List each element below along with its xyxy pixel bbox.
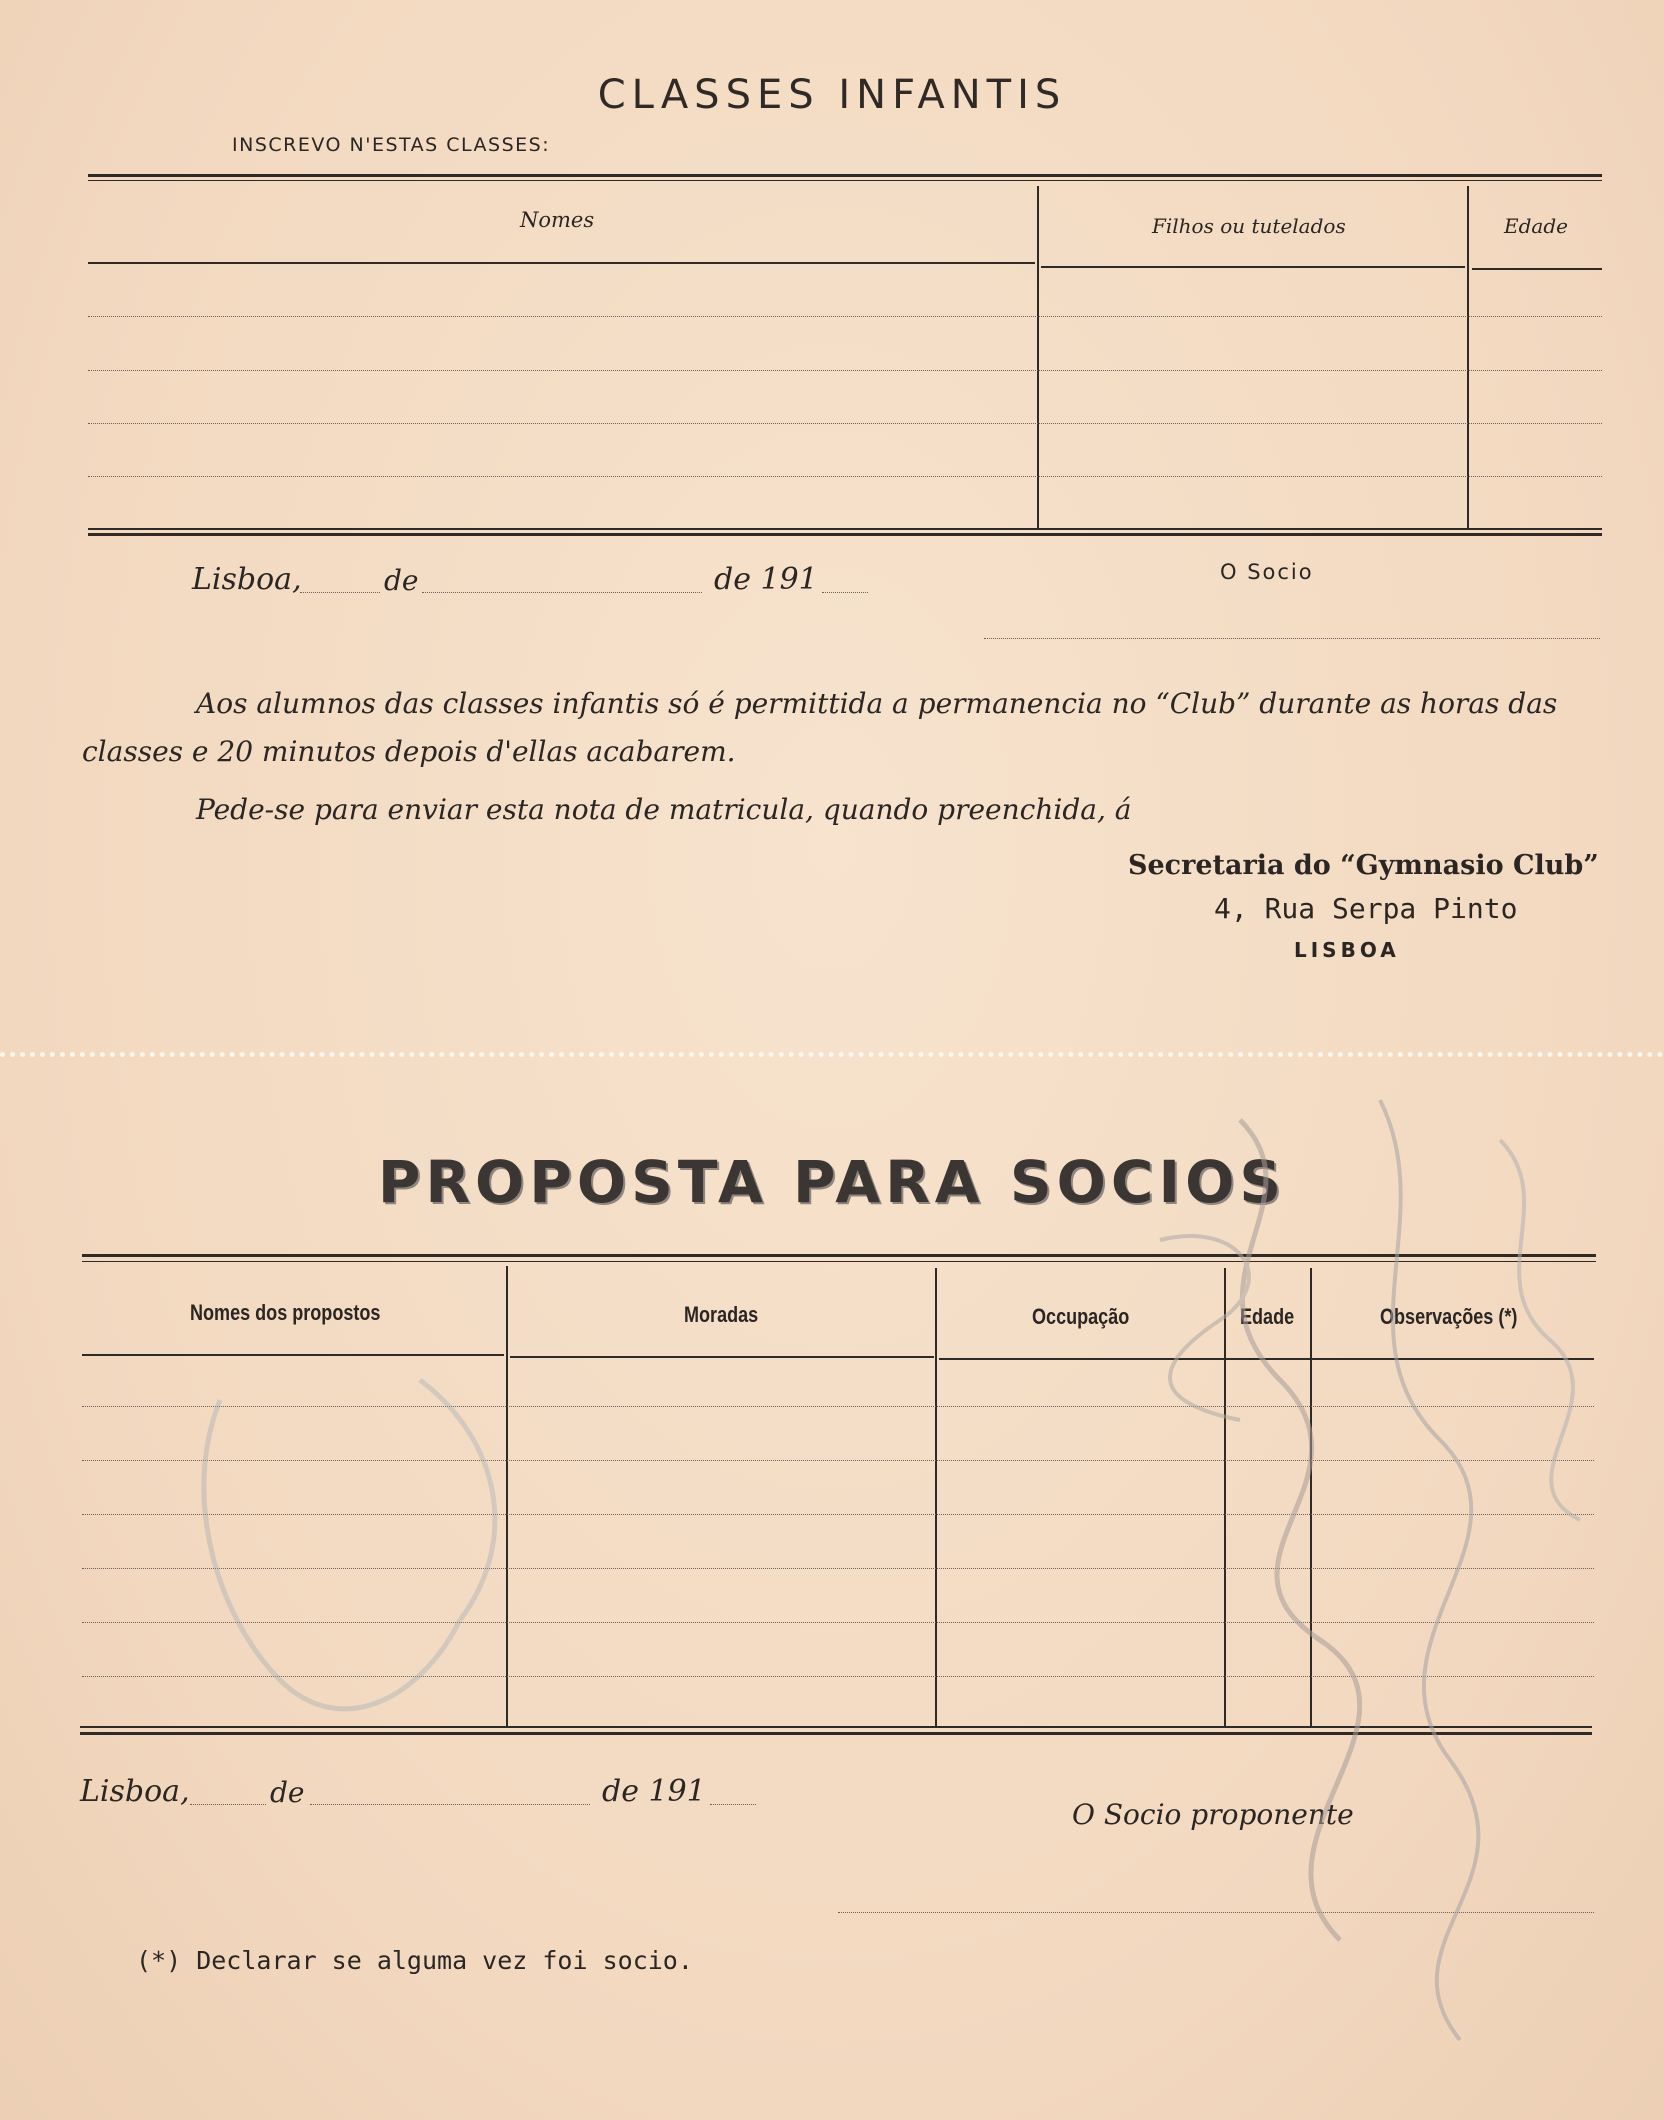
proposta-date-year: de 191 bbox=[602, 1774, 706, 1809]
classes-date-year: de 191 bbox=[714, 562, 818, 597]
column-header-filhos: Filhos ou tutelados bbox=[1152, 214, 1346, 238]
secretaria-city: LISBOA bbox=[1294, 938, 1400, 962]
classes-socio-signature-field[interactable] bbox=[984, 638, 1600, 639]
secretaria-address: 4, Rua Serpa Pinto bbox=[1214, 892, 1518, 925]
classes-month-field[interactable] bbox=[422, 592, 702, 593]
bleed-through-stamp bbox=[160, 1320, 580, 1740]
table-row[interactable] bbox=[88, 476, 1602, 477]
classes-socio-label: O Socio bbox=[1220, 560, 1314, 584]
classes-infantis-title: CLASSES INFANTIS bbox=[597, 72, 1067, 118]
proposta-day-field[interactable] bbox=[190, 1804, 266, 1805]
proposta-year-field[interactable] bbox=[710, 1804, 756, 1805]
table-row[interactable] bbox=[88, 370, 1602, 371]
proposta-title: PROPOSTA PARA SOCIOS bbox=[377, 1148, 1287, 1216]
proposta-footnote: (*) Declarar se alguma vez foi socio. bbox=[136, 1946, 693, 1975]
column-header-occupacao: Occupação bbox=[1032, 1304, 1130, 1329]
classes-notice-line2: classes e 20 minutos depois d'ellas acabarem. bbox=[82, 735, 736, 768]
classes-day-field[interactable] bbox=[300, 592, 380, 593]
table-row[interactable] bbox=[88, 423, 1602, 424]
column-header-observacoes: Observações (*) bbox=[1380, 1304, 1518, 1329]
column-header-edade: Edade bbox=[1240, 1304, 1295, 1329]
classes-subheading: INSCREVO N'ESTAS CLASSES: bbox=[232, 134, 551, 156]
classes-notice-line1: Aos alumnos das classes infantis só é permittida a permanencia no “Club” durante as horas das bbox=[196, 687, 1558, 720]
classes-year-field[interactable] bbox=[822, 592, 868, 593]
column-header-edade: Edade bbox=[1504, 214, 1568, 238]
classes-notice-line3: Pede-se para enviar esta nota de matricula, quando preenchida, á bbox=[196, 793, 1132, 826]
column-header-nomes: Nomes bbox=[520, 208, 595, 232]
classes-date-de: de bbox=[384, 564, 419, 597]
proposta-socio-signature-field[interactable] bbox=[838, 1912, 1594, 1913]
proposta-socio-label: O Socio proponente bbox=[1072, 1798, 1354, 1831]
table-row[interactable] bbox=[88, 316, 1602, 317]
perforation-line[interactable] bbox=[0, 1052, 1664, 1057]
column-header-nomes-propostos: Nomes dos propostos bbox=[190, 1300, 381, 1325]
classes-date-city: Lisboa, bbox=[192, 562, 302, 597]
column-header-moradas: Moradas bbox=[684, 1302, 759, 1327]
proposta-month-field[interactable] bbox=[310, 1804, 590, 1805]
proposta-date-city: Lisboa, bbox=[80, 1774, 190, 1809]
bleed-through-handwriting bbox=[1120, 1080, 1620, 2080]
proposta-date-de: de bbox=[270, 1776, 305, 1809]
secretaria-label: Secretaria do “Gymnasio Club” bbox=[1128, 850, 1599, 881]
